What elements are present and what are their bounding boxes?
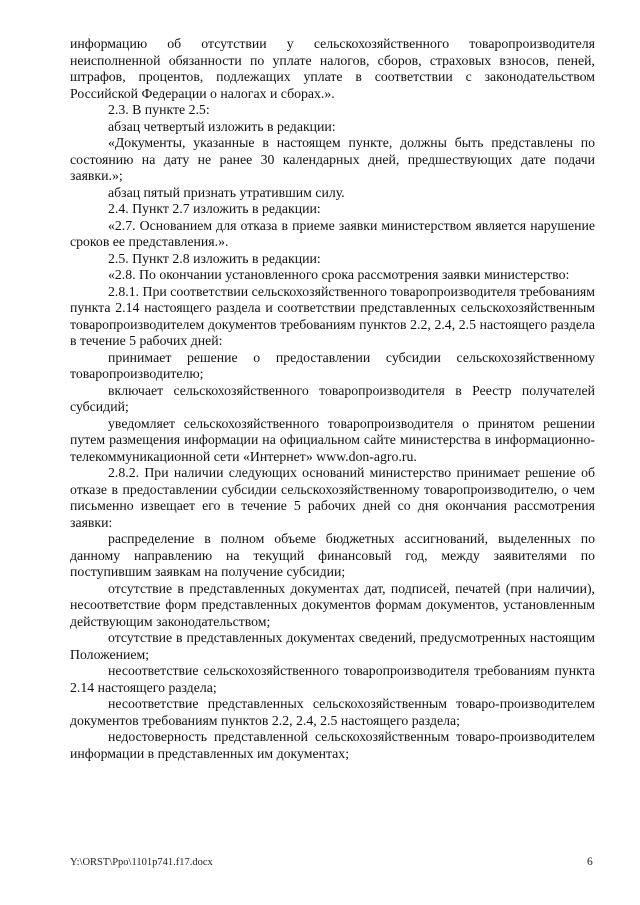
paragraph: уведомляет сельскохозяйственного товаропроизводителя о принятом решении путем размещения информации на официальном сайте министерства в информационно-телекоммуникационной сети «Интернет» www.don-agro.ru. [70, 415, 595, 464]
paragraph: несоответствие представленных сельскохозяйственным товаро-производителем документов требованиям пунктов 2.2, 2.4, 2.5 настоящего раздела; [70, 696, 595, 728]
paragraph: абзац пятый признать утратившим силу. [108, 184, 345, 200]
paragraph: несоответствие сельскохозяйственного товаропроизводителя требованиям пункта 2.14 настоящего раздела; [70, 663, 595, 695]
paragraph: 2.5. Пункт 2.8 изложить в редакции: [108, 250, 321, 266]
paragraph: «2.7. Основанием для отказа в приеме заявки министерством является нарушение сроков ее представления.». [70, 217, 595, 249]
page-number: 6 [587, 856, 593, 868]
paragraph: «2.8. По окончании установленного срока рассмотрения заявки министерство: [108, 267, 570, 282]
paragraph: отсутствие в представленных документах дат, подписей, печатей (при наличии), несоответствие форм представленных документов формам документов, установленным действующим законодательством; [70, 580, 595, 629]
paragraph: абзац четвертый изложить в редакции: [108, 118, 336, 134]
paragraph: 2.4. Пункт 2.7 изложить в редакции: [108, 201, 321, 216]
paragraph: принимает решение о предоставлении субсидии сельскохозяйственному товаропроизводителю; [70, 349, 595, 381]
paragraph: включает сельскохозяйственного товаропроизводителя в Реестр получателей субсидий; [70, 382, 595, 414]
paragraph: 2.3. В пункте 2.5: [108, 102, 210, 117]
footer-file-path: Y:\ORST\Ppo\1101p741.f17.docx [70, 857, 213, 868]
document-body [70, 36, 595, 762]
paragraph: 2.8.1. При соответствии сельскохозяйственного товаропроизводителя требованиям пункта 2.14 настоящего раздела и соответствии представленных сельскохозяйственным товаропроизводителем документов требованиям пунктов 2.2, 2.4, 2.5 настоящего раздела в течение 5 рабочих дней: [70, 283, 595, 348]
paragraph: «Документы, указанные в настоящем пункте, должны быть представлены по состоянию на дату не ранее 30 календарных дней, предшествующих дате подачи заявки.»; [70, 135, 595, 183]
paragraph: распределение в полном объеме бюджетных ассигнований, выделенных по данному направлению на текущий финансовый год, между заявителями по поступившим заявкам на получение субсидии; [70, 531, 595, 579]
paragraph: информацию об отсутствии у сельскохозяйственного товаропроизводителя неисполненной обязанности по уплате налогов, сборов, страховых взносов, пеней, штрафов, процентов, подлежащих уплате в соответствии с законодательством Российской Федерации о налогах и сборах.». [70, 36, 595, 101]
paragraph: 2.8.2. При наличии следующих оснований министерство принимает решение об отказе в предоставлении субсидии сельскохозяйственному товаропроизводителю, о чем письменно извещает его в течение 5 рабочих дней со дня окончания рассмотрения заявки: [70, 465, 595, 530]
paragraph: недостоверность представленной сельскохозяйственным товаро-производителем информации в представленных им документах; [70, 729, 595, 761]
paragraph: отсутствие в представленных документах сведений, предусмотренных настоящим Положением; [70, 630, 595, 662]
